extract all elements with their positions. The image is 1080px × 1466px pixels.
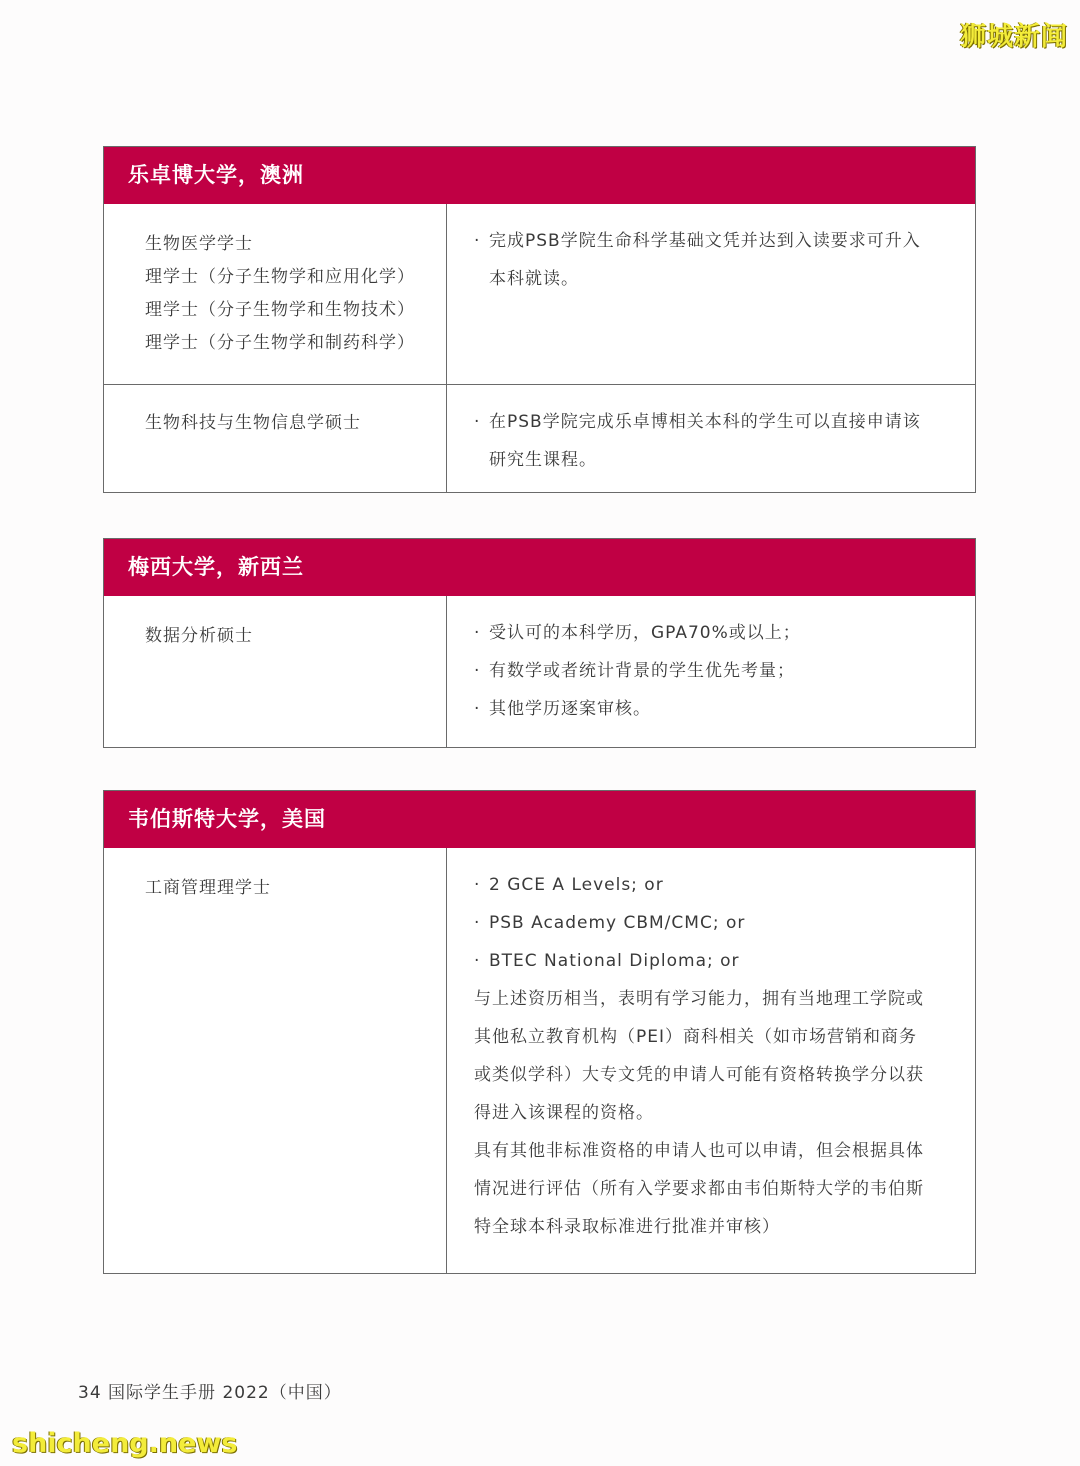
program-row — [104, 204, 975, 384]
requirement-paragraph-line: 与上述资历相当，表明有学习能力，拥有当地理工学院或 — [474, 989, 924, 1009]
program-list — [104, 385, 447, 492]
requirement-paragraph-line: 或类似学科）大专文凭的申请人可能有资格转换学分以获 — [474, 1065, 924, 1085]
university-header: 韦伯斯特大学，美国 — [104, 791, 975, 848]
program-name: 数据分析硕士 — [145, 626, 253, 646]
bullet-dot-icon: · — [474, 875, 481, 895]
watermark-logo-top: 狮城新闻 — [959, 22, 1068, 52]
program-list — [104, 204, 447, 384]
bullet-dot-icon: · — [474, 699, 481, 719]
bullet-dot-icon: · — [474, 412, 481, 432]
program-list — [104, 848, 447, 1273]
requirement-list — [447, 385, 975, 492]
program-name: 理学士（分子生物学和制药科学） — [145, 333, 415, 353]
footer-title: 国际学生手册 2022（中国） — [108, 1383, 342, 1403]
university-header: 梅西大学，新西兰 — [104, 539, 975, 596]
program-row — [104, 848, 975, 1273]
university-block-webster — [103, 790, 976, 1274]
bullet-dot-icon: · — [474, 623, 481, 643]
requirement-paragraph-line: 具有其他非标准资格的申请人也可以申请，但会根据具体 — [474, 1141, 924, 1161]
bullet-dot-icon: · — [474, 913, 481, 933]
university-block-massey — [103, 538, 976, 748]
requirement-item: · 其他学历逐案审核。 — [474, 690, 959, 728]
requirement-paragraph-line: 得进入该课程的资格。 — [474, 1103, 654, 1123]
requirement-item: · 受认可的本科学历，GPA70%或以上； — [474, 614, 959, 652]
program-name: 生物医学学士 — [145, 234, 253, 254]
requirement-list — [447, 204, 975, 384]
page-number: 34 — [78, 1383, 102, 1403]
program-name: 工商管理理学士 — [145, 878, 271, 898]
requirement-item: · 2 GCE A Levels; or — [474, 866, 959, 904]
requirement-item: 本科就读。 — [489, 269, 579, 289]
program-row — [104, 596, 975, 747]
bullet-dot-icon: · — [474, 231, 481, 251]
program-row — [104, 384, 975, 492]
watermark-logo-bottom: shicheng.news — [12, 1428, 238, 1459]
requirement-list — [447, 848, 975, 1273]
requirement-paragraph-line: 情况进行评估（所有入学要求都由韦伯斯特大学的韦伯斯 — [474, 1179, 924, 1199]
requirement-paragraph-line: 其他私立教育机构（PEI）商科相关（如市场营销和商务 — [474, 1027, 918, 1047]
requirement-list — [447, 596, 975, 747]
program-name: 理学士（分子生物学和应用化学） — [145, 267, 415, 287]
program-list — [104, 596, 447, 747]
requirement-item: · 有数学或者统计背景的学生优先考量； — [474, 652, 959, 690]
requirement-item: · BTEC National Diploma; or — [474, 942, 959, 980]
university-header: 乐卓博大学，澳洲 — [104, 147, 975, 204]
bullet-dot-icon: · — [474, 661, 481, 681]
requirement-item: · 完成PSB学院生命科学基础文凭并达到入读要求可升入 — [474, 222, 959, 260]
requirement-item: · PSB Academy CBM/CMC; or — [474, 904, 959, 942]
bullet-dot-icon: · — [474, 951, 481, 971]
program-name: 生物科技与生物信息学硕士 — [145, 413, 361, 433]
university-block-latrobe — [103, 146, 976, 493]
page-footer — [78, 1378, 342, 1403]
program-name: 理学士（分子生物学和生物技术） — [145, 300, 415, 320]
requirement-item: · 在PSB学院完成乐卓博相关本科的学生可以直接申请该 — [474, 403, 959, 441]
requirement-item: 研究生课程。 — [489, 450, 597, 470]
requirement-paragraph-line: 特全球本科录取标准进行批准并审核） — [474, 1217, 780, 1237]
